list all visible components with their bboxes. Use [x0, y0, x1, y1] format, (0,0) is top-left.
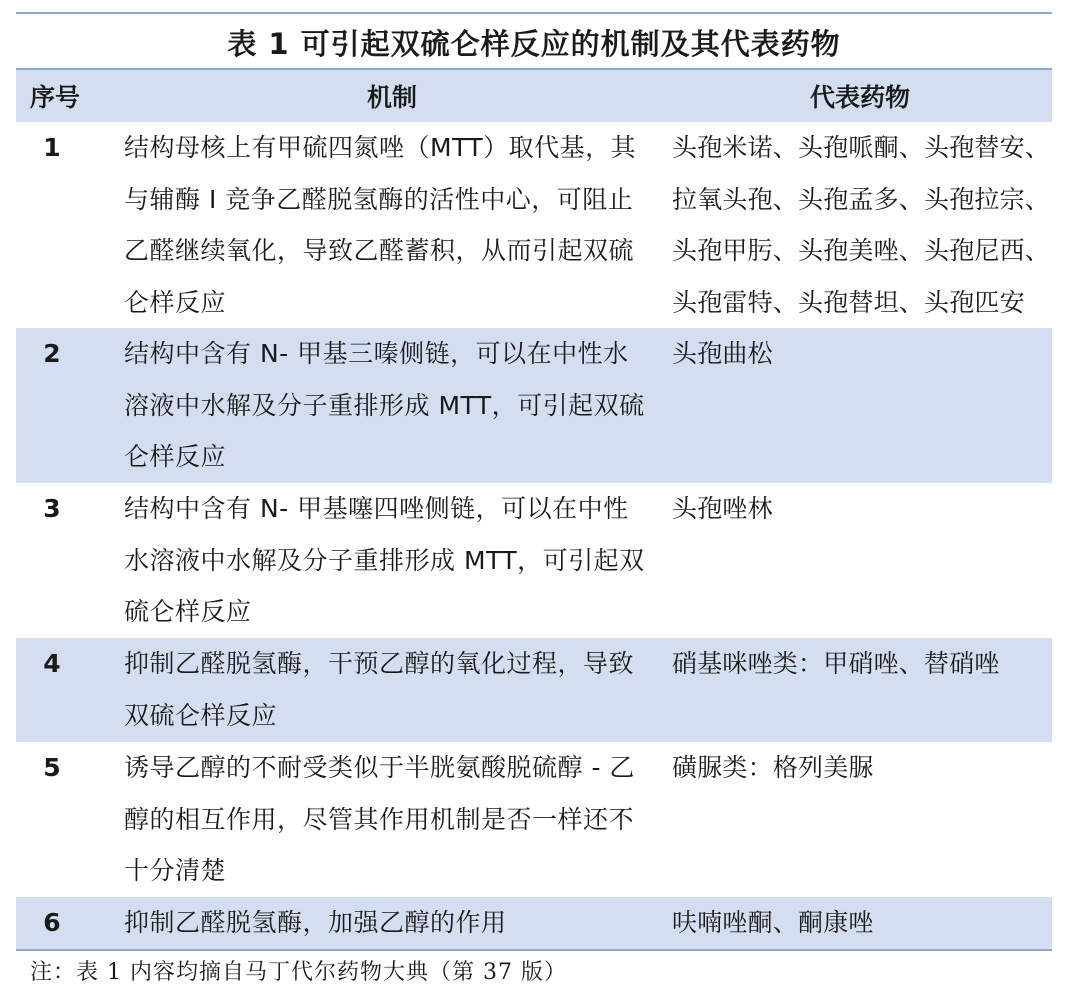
header-num: 序号 — [16, 70, 116, 122]
header-mechanism: 机制 — [116, 70, 668, 122]
row-drugs: 磺脲类：格列美脲 — [672, 753, 874, 782]
row-drugs: 呋喃唑酮、酮康唑 — [668, 897, 1052, 950]
row-mechanism: 诱导乙醇的不耐受类似于半胱氨酸脱硫醇 - 乙醇的相互作用，尽管其作用机制是否一样还不十分清楚 — [124, 753, 635, 885]
row-mechanism: 结构中含有 N- 甲基噻四唑侧链，可以在中性水溶液中水解及分子重排形成 MTT，可引起双硫仑样反应 — [124, 494, 645, 626]
table-header-row — [16, 70, 1052, 122]
row-num: 1 — [43, 133, 61, 162]
row-mechanism: 抑制乙醛脱氢酶，加强乙醇的作用 — [116, 897, 668, 950]
header-drugs: 代表药物 — [668, 70, 1052, 122]
row-num: 5 — [43, 753, 61, 782]
table-row — [16, 742, 1052, 897]
top-rule — [16, 12, 1052, 14]
table-row — [16, 638, 1052, 742]
row-mechanism: 结构母核上有甲硫四氮唑（MTT）取代基，其与辅酶 I 竞争乙醛脱氢酶的活性中心，可阻止乙醛继续氧化，导致乙醛蓄积，从而引起双硫仑样反应 — [124, 133, 637, 317]
row-drugs: 头孢曲松 — [668, 328, 1052, 483]
mechanism-table — [16, 70, 1052, 951]
row-num: 2 — [16, 328, 116, 483]
row-drugs: 头孢米诺、头孢哌酮、头孢替安、拉氧头孢、头孢孟多、头孢拉宗、头孢甲肟、头孢美唑、头孢尼西、头孢雷特、头孢替坦、头孢匹安 — [672, 133, 1051, 317]
row-mechanism: 抑制乙醛脱氢酶，干预乙醇的氧化过程，导致双硫仑样反应 — [116, 638, 668, 742]
row-drugs: 硝基咪唑类：甲硝唑、替硝唑 — [668, 638, 1052, 742]
table-row — [16, 328, 1052, 483]
table-row — [16, 897, 1052, 950]
table-note: 注：表 1 内容均摘自马丁代尔药物大典（第 37 版） — [30, 960, 567, 985]
row-mechanism: 结构中含有 N- 甲基三嗪侧链，可以在中性水溶液中水解及分子重排形成 MTT，可引起双硫仑样反应 — [116, 328, 668, 483]
table-row — [16, 122, 1052, 328]
row-num: 3 — [43, 494, 61, 523]
row-num: 6 — [16, 897, 116, 950]
table-row — [16, 483, 1052, 638]
row-num: 4 — [16, 638, 116, 742]
row-drugs: 头孢唑林 — [672, 494, 773, 523]
table-title: 表 1 可引起双硫仑样反应的机制及其代表药物 — [227, 27, 841, 61]
